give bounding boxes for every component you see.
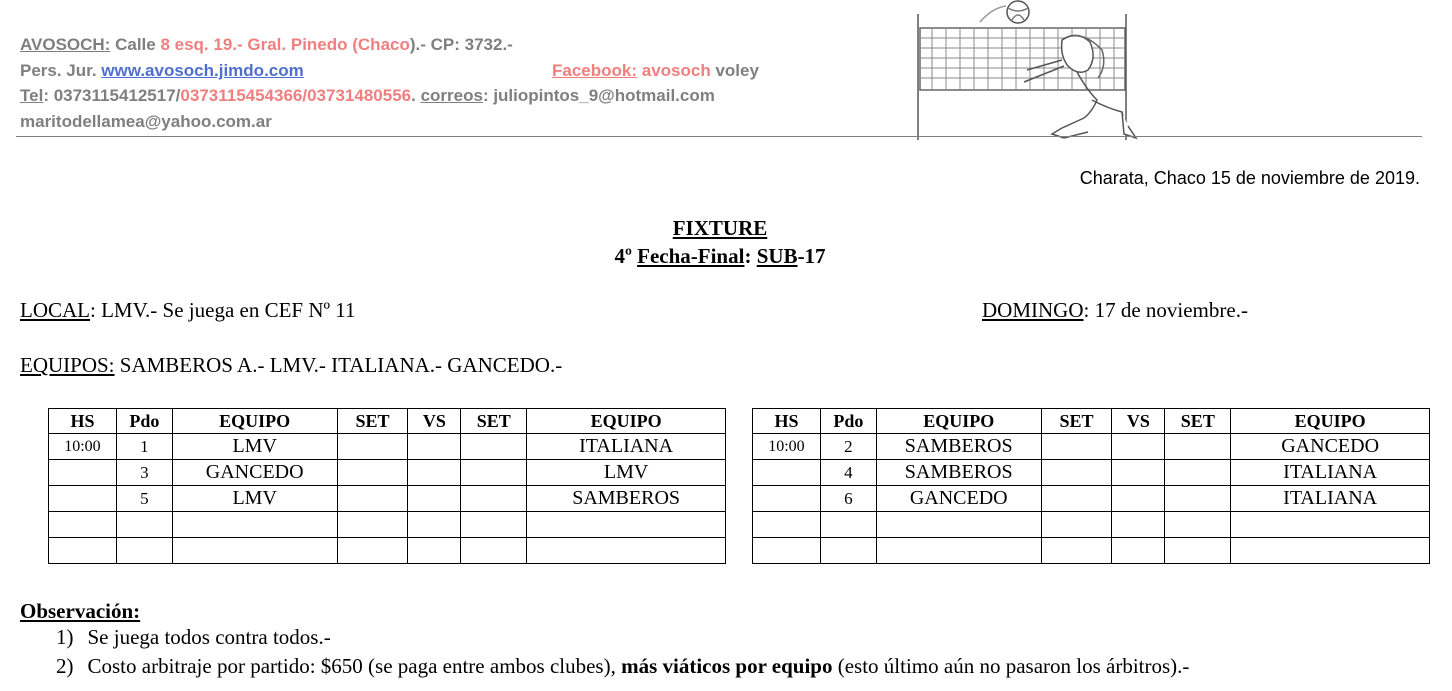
observacion-item-1: 1) Se juega todos contra todos.- — [56, 625, 331, 649]
cell-pdo: 6 — [820, 486, 876, 512]
cell-equipo-local: SAMBEROS — [876, 460, 1041, 486]
domingo-line: DOMINGO: 17 de noviembre.- — [982, 298, 1248, 322]
cell-set-local — [337, 460, 408, 486]
table-row — [49, 460, 726, 486]
date-line: Charata, Chaco 15 de noviembre de 2019. — [1079, 168, 1420, 188]
cell-equipo-visitante: GANCEDO — [1231, 434, 1430, 460]
cell-equipo-visitante — [1231, 538, 1430, 564]
header-line-3: Tel: 0373115412517/0373115454366/03731480556. correos: juliopintos_9@hotmail.com — [20, 86, 715, 105]
local-label: LOCAL — [20, 298, 90, 322]
page-subtitle: 4º Fecha-Final: SUB-17 — [614, 244, 826, 268]
cell-hs — [753, 512, 821, 538]
cell-set-local — [1041, 512, 1112, 538]
correos-label: correos — [420, 86, 483, 105]
cell-set-local — [337, 538, 408, 564]
cell-set-visitante — [1165, 512, 1231, 538]
cell-pdo — [116, 512, 172, 538]
header-line-4: maritodellamea@yahoo.com.ar — [20, 112, 272, 131]
cell-pdo: 5 — [116, 486, 172, 512]
header-vs: VS — [408, 409, 461, 434]
cell-equipo-local — [876, 538, 1041, 564]
facebook-label: Facebook: — [552, 61, 638, 80]
cell-pdo — [116, 538, 172, 564]
header-line-1: AVOSOCH: Calle 8 esq. 19.- Gral. Pinedo (Chaco).- CP: 3732.- — [20, 35, 513, 54]
cell-vs — [1112, 486, 1165, 512]
equipos-line: EQUIPOS: SAMBEROS A.- LMV.- ITALIANA.- GANCEDO.- — [20, 353, 563, 377]
table-row — [49, 434, 726, 460]
cell-hs — [753, 486, 821, 512]
cell-set-visitante — [461, 486, 527, 512]
local-line: LOCAL: LMV.- Se juega en CEF Nº 11 — [20, 298, 356, 322]
cell-vs — [408, 512, 461, 538]
cell-hs — [49, 460, 117, 486]
cell-set-local — [1041, 538, 1112, 564]
observacion-label: Observación: — [20, 599, 141, 623]
header-pdo: Pdo — [820, 409, 876, 434]
cell-hs: 10:00 — [49, 434, 117, 460]
website-link[interactable]: www.avosoch.jimdo.com — [101, 61, 304, 80]
cell-vs — [1112, 512, 1165, 538]
cell-vs — [1112, 538, 1165, 564]
cell-equipo-visitante: ITALIANA — [1231, 460, 1430, 486]
cell-equipo-local: LMV — [172, 434, 337, 460]
cell-vs — [408, 434, 461, 460]
header-hs: HS — [753, 409, 821, 434]
header-equipo-visitante: EQUIPO — [527, 409, 726, 434]
domingo-label: DOMINGO — [982, 298, 1084, 322]
cell-set-local — [337, 434, 408, 460]
cell-equipo-visitante: ITALIANA — [527, 434, 726, 460]
cell-pdo: 2 — [820, 434, 876, 460]
cell-set-visitante — [1165, 486, 1231, 512]
cell-set-local — [337, 512, 408, 538]
cell-pdo: 4 — [820, 460, 876, 486]
cell-set-visitante — [1165, 538, 1231, 564]
cell-equipo-local: LMV — [172, 486, 337, 512]
cell-hs — [49, 512, 117, 538]
cell-equipo-local — [172, 538, 337, 564]
table-header-row — [49, 409, 726, 434]
cell-hs — [49, 486, 117, 512]
cell-hs — [753, 460, 821, 486]
equipos-label: EQUIPOS: — [20, 353, 115, 377]
cell-vs — [408, 486, 461, 512]
cell-equipo-visitante: SAMBEROS — [527, 486, 726, 512]
address: 8 esq. 19.- Gral. Pinedo (Chaco — [160, 35, 410, 54]
cell-set-local — [1041, 486, 1112, 512]
header-vs: VS — [1112, 409, 1165, 434]
header-line-2: Pers. Jur. www.avosoch.jimdo.com — [20, 61, 304, 80]
table-row — [753, 538, 1430, 564]
cell-equipo-local: SAMBEROS — [876, 434, 1041, 460]
cell-hs — [49, 538, 117, 564]
header-set-local: SET — [337, 409, 408, 434]
cell-vs — [1112, 434, 1165, 460]
cell-equipo-visitante — [527, 538, 726, 564]
cell-set-visitante — [1165, 434, 1231, 460]
page-title: FIXTURE — [672, 216, 768, 240]
header-set-visitante: SET — [461, 409, 527, 434]
org-label: AVOSOCH: — [20, 35, 111, 54]
cell-equipo-local: GANCEDO — [876, 486, 1041, 512]
cell-set-local — [1041, 460, 1112, 486]
cell-equipo-visitante: ITALIANA — [1231, 486, 1430, 512]
cell-set-visitante — [1165, 460, 1231, 486]
table-row — [49, 538, 726, 564]
header-set-visitante: SET — [1165, 409, 1231, 434]
fixture-table-right — [752, 408, 1430, 564]
cell-set-visitante — [461, 512, 527, 538]
cell-pdo: 1 — [116, 434, 172, 460]
cell-equipo-local — [876, 512, 1041, 538]
tel-label: Tel — [20, 86, 44, 105]
table-row — [49, 512, 726, 538]
observacion-item-2: 2) Costo arbitraje por partido: $650 (se paga entre ambos clubes), más viáticos por equipo (esto último aún no pasaron los árbitros).- — [56, 654, 1190, 678]
header-hs: HS — [49, 409, 117, 434]
cell-hs: 10:00 — [753, 434, 821, 460]
header-equipo-local: EQUIPO — [876, 409, 1041, 434]
table-header-row — [753, 409, 1430, 434]
cell-equipo-local: GANCEDO — [172, 460, 337, 486]
cell-vs — [408, 538, 461, 564]
cell-pdo — [820, 538, 876, 564]
cell-equipo-visitante — [527, 512, 726, 538]
table-row — [753, 486, 1430, 512]
table-row — [753, 460, 1430, 486]
cell-vs — [408, 460, 461, 486]
cell-pdo: 3 — [116, 460, 172, 486]
header-equipo-visitante: EQUIPO — [1231, 409, 1430, 434]
header-pdo: Pdo — [116, 409, 172, 434]
header-set-local: SET — [1041, 409, 1112, 434]
cell-set-local — [1041, 434, 1112, 460]
cell-equipo-visitante — [1231, 512, 1430, 538]
cell-set-visitante — [461, 538, 527, 564]
cell-pdo — [820, 512, 876, 538]
cell-vs — [1112, 460, 1165, 486]
cell-set-visitante — [461, 460, 527, 486]
table-row — [753, 512, 1430, 538]
cell-hs — [753, 538, 821, 564]
cell-equipo-visitante: LMV — [527, 460, 726, 486]
cell-set-local — [337, 486, 408, 512]
volleyball-player-illustration — [912, 0, 1144, 142]
fixture-table-left — [48, 408, 726, 564]
facebook-line: Facebook: avosoch voley — [552, 61, 759, 80]
cell-equipo-local — [172, 512, 337, 538]
table-row — [49, 486, 726, 512]
cell-set-visitante — [461, 434, 527, 460]
table-row — [753, 434, 1430, 460]
header-divider — [16, 136, 1422, 137]
header-equipo-local: EQUIPO — [172, 409, 337, 434]
